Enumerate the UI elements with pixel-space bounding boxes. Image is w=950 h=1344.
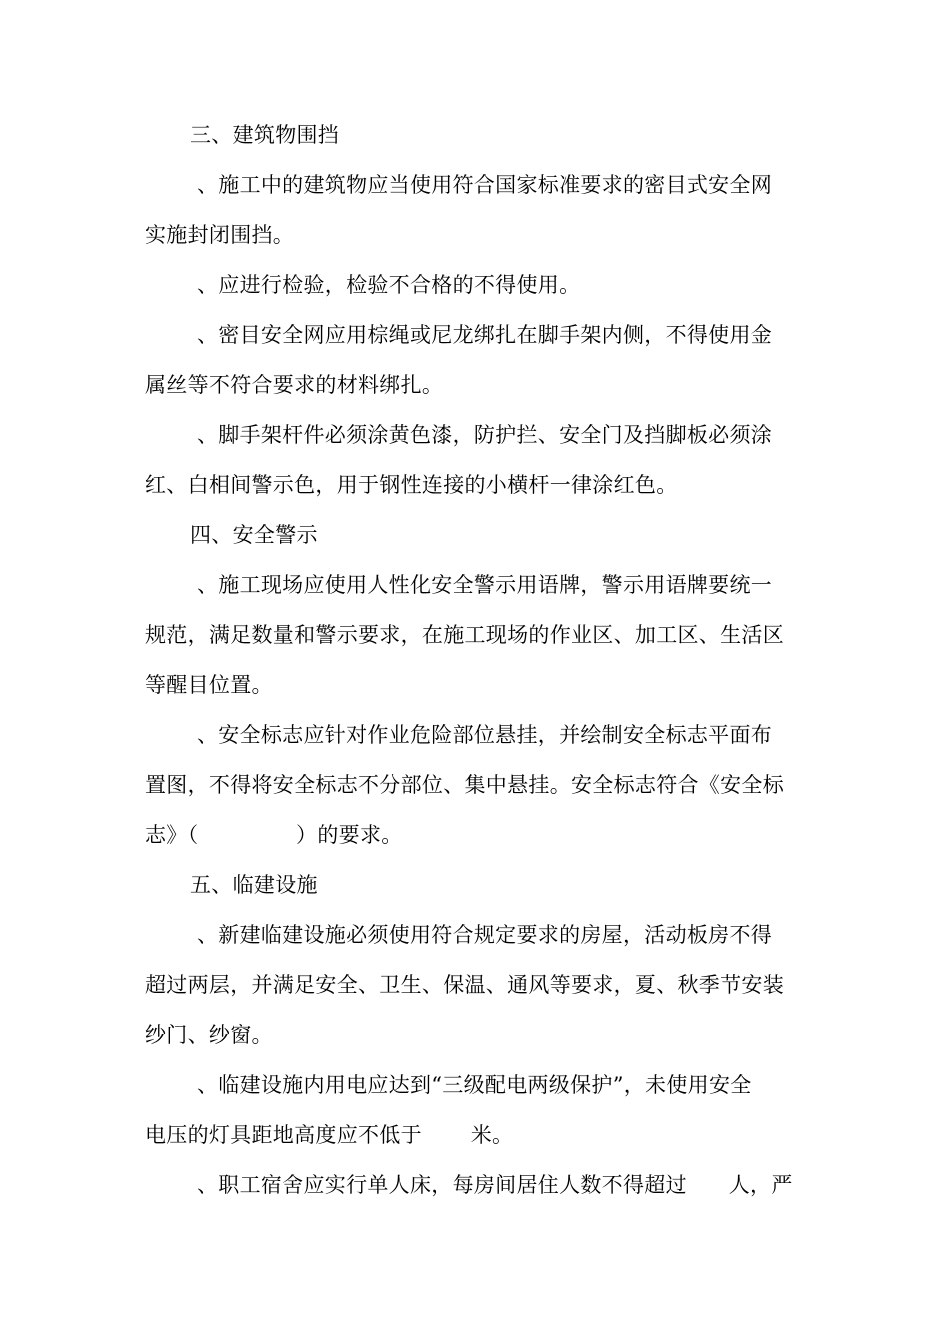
paragraph-line: 规范，满足数量和警示要求，在施工现场的作业区、加工区、生活区 — [145, 623, 784, 647]
paragraph-line: 、密目安全网应用棕绳或尼龙绑扎在脚手架内侧，不得使用金 — [190, 323, 773, 347]
paragraph-line: 、脚手架杆件必须涂黄色漆，防护拦、安全门及挡脚板必须涂 — [190, 423, 773, 447]
paragraph-line: 置图，不得将安全标志不分部位、集中悬挂。安全标志符合《安全标 — [145, 773, 784, 797]
section-heading-building-enclosure: 三、建筑物围挡 — [190, 123, 340, 147]
paragraph-line: 纱门、纱窗。 — [145, 1023, 273, 1047]
paragraph-line: 、职工宿舍应实行单人床，每房间居住人数不得超过 人，严 — [190, 1173, 793, 1197]
paragraph-line: 志》（ ）的要求。 — [145, 823, 403, 847]
paragraph-line: 、安全标志应针对作业危险部位悬挂，并绘制安全标志平面布 — [190, 723, 773, 747]
section-heading-temporary-facilities: 五、临建设施 — [190, 873, 318, 897]
paragraph-line: 属丝等不符合要求的材料绑扎。 — [145, 373, 444, 397]
paragraph-line: 、施工中的建筑物应当使用符合国家标准要求的密目式安全网 — [190, 173, 773, 197]
paragraph-line: 电压的灯具距地高度应不低于 米。 — [145, 1123, 514, 1147]
paragraph-line: 、临建设施内用电应达到“三级配电两级保护”，未使用安全 — [190, 1073, 752, 1097]
section-heading-safety-warning: 四、安全警示 — [190, 523, 318, 547]
paragraph-line: 、新建临建设施必须使用符合规定要求的房屋，活动板房不得 — [190, 923, 773, 947]
paragraph-line: 超过两层，并满足安全、卫生、保温、通风等要求，夏、秋季节安装 — [145, 973, 784, 997]
paragraph-line: 等醒目位置。 — [145, 673, 273, 697]
paragraph-line: 、施工现场应使用人性化安全警示用语牌，警示用语牌要统一 — [190, 573, 773, 597]
paragraph-line: 实施封闭围挡。 — [145, 223, 295, 247]
paragraph-line: 、应进行检验，检验不合格的不得使用。 — [190, 273, 581, 297]
paragraph-line: 红、白相间警示色，用于钢性连接的小横杆一律涂红色。 — [145, 473, 678, 497]
